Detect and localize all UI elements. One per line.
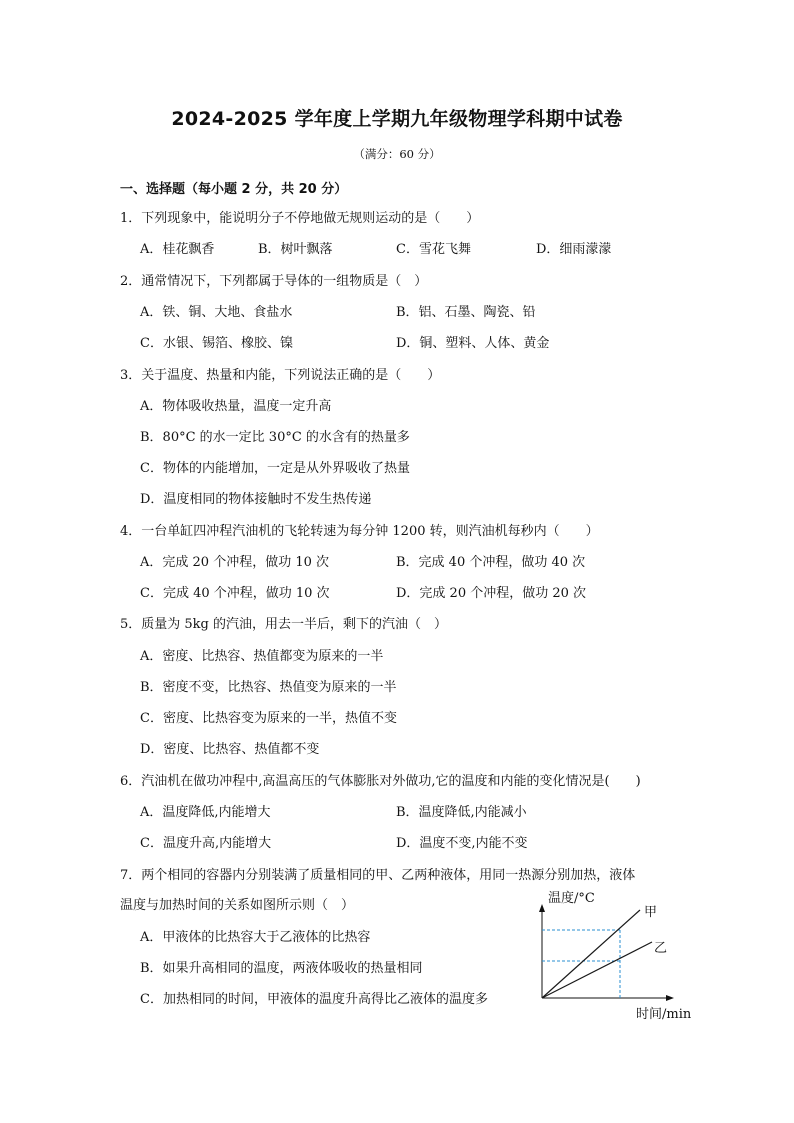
graph-x-axis-label: 时间/min [636,1007,692,1022]
q2-option-d: D．铜、塑料、人体、黄金 [396,336,550,351]
line-yi [542,942,652,998]
label-yi: 乙 [654,941,668,956]
q3-option-a: A．物体吸收热量，温度一定升高 [140,399,332,414]
q1-option-d: D．细雨濛濛 [536,242,612,257]
question-7-stem-line1: 7．两个相同的容器内分别装满了质量相同的甲、乙两种液体，用同一热源分别加热，液体 [120,868,636,883]
exam-title: 2024-2025 学年度上学期九年级物理学科期中试卷 [171,108,623,130]
label-jia: 甲 [644,905,658,920]
q3-option-c: C．物体的内能增加，一定是从外界吸收了热量 [140,461,410,476]
question-5-stem: 5．质量为 5kg 的汽油，用去一半后，剩下的汽油（ ） [120,617,448,632]
q2-option-a: A．铁、铜、大地、食盐水 [140,305,293,320]
q2-option-b: B．铝、石墨、陶瓷、铅 [396,305,536,320]
q4-option-a: A．完成 20 个冲程，做功 10 次 [140,555,330,570]
full-score: （满分：60 分） [353,147,441,161]
question-6-stem: 6．汽油机在做功冲程中,高温高压的气体膨胀对外做功,它的温度和内能的变化情况是( ) [120,774,641,789]
question-2-stem: 2．通常情况下，下列都属于导体的一组物质是（ ） [120,274,428,289]
temperature-time-graph [536,884,706,1024]
q7-option-a: A．甲液体的比热容大于乙液体的比热容 [140,930,371,945]
graph-y-arrow [539,904,545,912]
graph-x-arrow [666,995,674,1001]
q5-option-c: C．密度、比热容变为原来的一半，热值不变 [140,711,397,726]
q6-option-c: C．温度升高,内能增大 [140,836,272,851]
section-heading: 一、选择题（每小题 2 分，共 20 分） [120,182,348,197]
q6-option-b: B．温度降低,内能减小 [396,805,527,820]
q1-option-a: A．桂花飘香 [140,242,215,257]
q1-option-c: C．雪花飞舞 [396,242,471,257]
q4-option-d: D．完成 20 个冲程，做功 20 次 [396,586,587,601]
q7-option-c: C．加热相同的时间，甲液体的温度升高得比乙液体的温度多 [140,992,488,1007]
q7-option-b: B．如果升高相同的温度，两液体吸收的热量相同 [140,961,423,976]
q4-option-c: C．完成 40 个冲程，做功 10 次 [140,586,330,601]
graph-y-axis-label: 温度/°C [548,891,595,906]
q6-option-a: A．温度降低,内能增大 [140,805,271,820]
line-jia [542,910,640,998]
q2-option-c: C．水银、锡箔、橡胶、镍 [140,336,293,351]
q5-option-b: B．密度不变，比热容、热值变为原来的一半 [140,680,397,695]
question-3-stem: 3．关于温度、热量和内能，下列说法正确的是（ ） [120,368,441,383]
question-7-stem-line2: 温度与加热时间的关系如图所示则（ ） [120,898,355,913]
question-4-stem: 4．一台单缸四冲程汽油机的飞轮转速为每分钟 1200 转，则汽油机每秒内（ ） [120,524,599,539]
q4-option-b: B．完成 40 个冲程，做功 40 次 [396,555,586,570]
q3-option-b: B．80°C 的水一定比 30°C 的水含有的热量多 [140,430,410,445]
q3-option-d: D．温度相同的物体接触时不发生热传递 [140,492,372,507]
q1-option-b: B．树叶飘落 [258,242,333,257]
q5-option-d: D．密度、比热容、热值都不变 [140,742,320,757]
q5-option-a: A．密度、比热容、热值都变为原来的一半 [140,649,384,664]
q6-option-d: D．温度不变,内能不变 [396,836,528,851]
question-1-stem: 1．下列现象中，能说明分子不停地做无规则运动的是（ ） [120,211,480,226]
